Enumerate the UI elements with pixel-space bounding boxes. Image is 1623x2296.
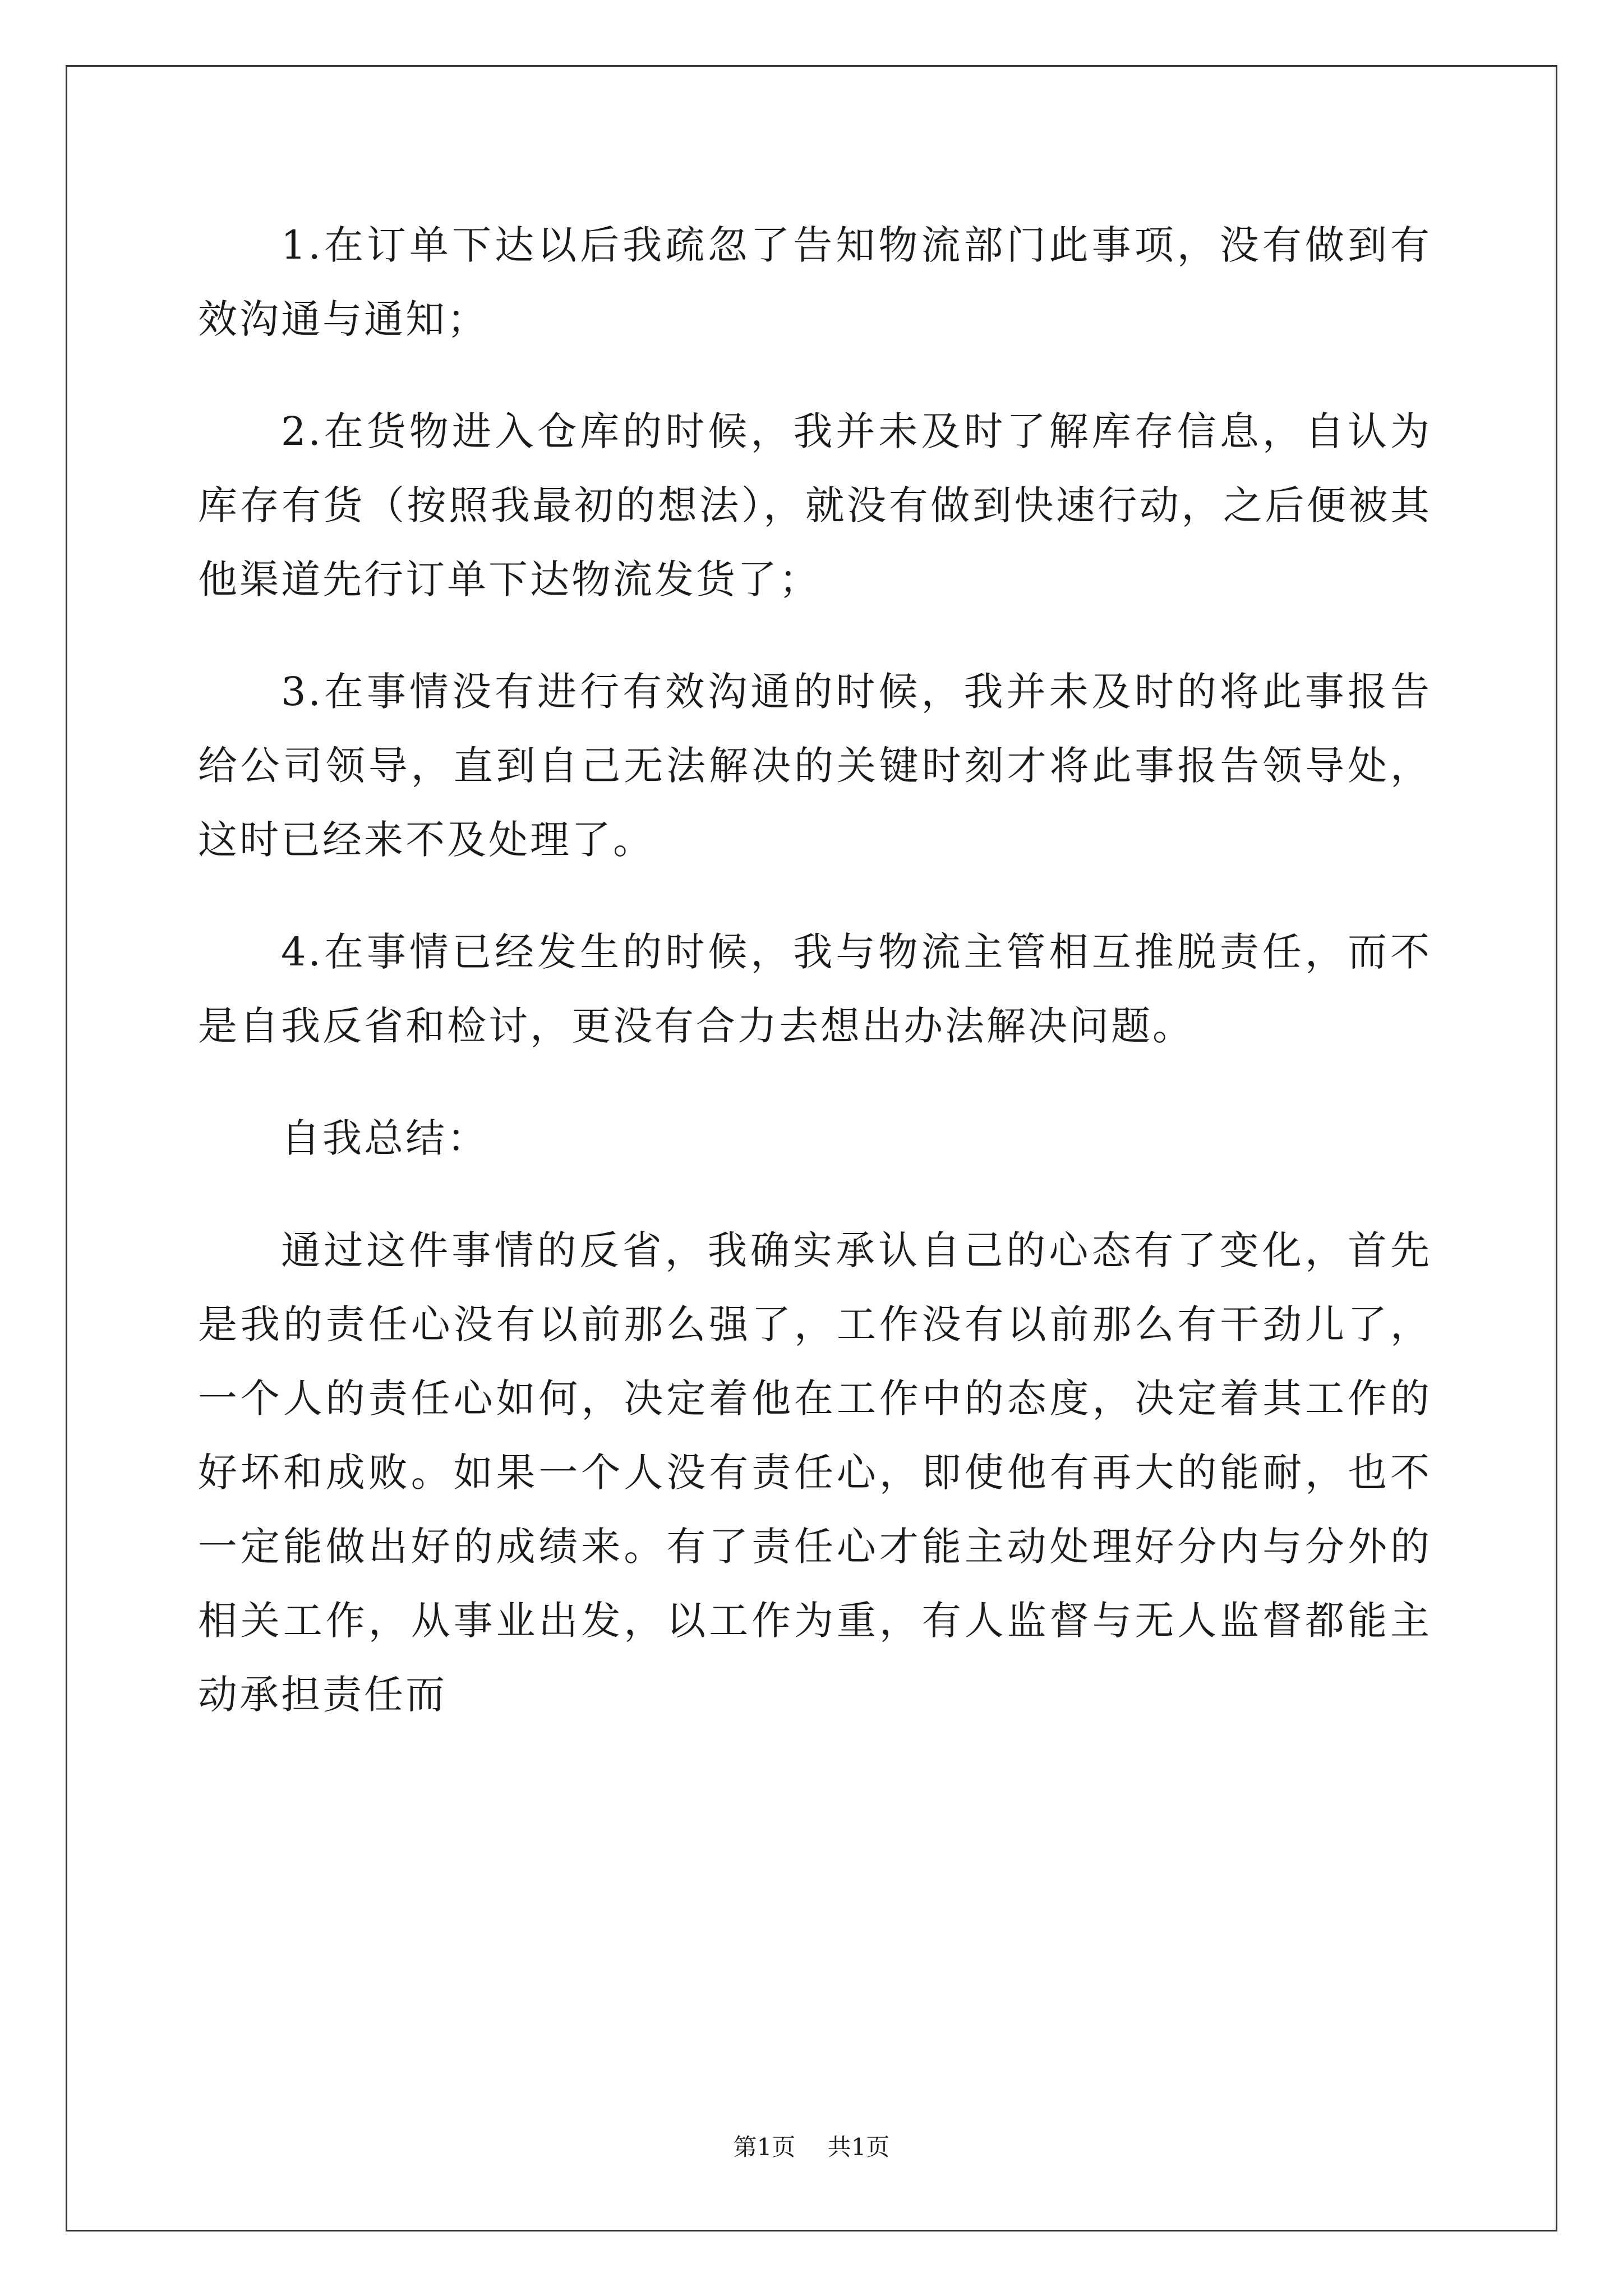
page-total: 共1页 xyxy=(827,2133,890,2161)
paragraph-3: 3.在事情没有进行有效沟通的时候，我并未及时的将此事报告给公司领导，直到自己无法解决的关键时刻才将此事报告领导处，这时已经来不及处理了。 xyxy=(198,669,1432,863)
paragraph-1: 1.在订单下达以后我疏忽了告知物流部门此事项，没有做到有效沟通与通知； xyxy=(198,222,1432,342)
page-footer xyxy=(0,2129,1623,2162)
paragraph-summary: 通过这件事情的反省，我确实承认自己的心态有了变化，首先是我的责任心没有以前那么强了，工作没有以前那么有干劲儿了，一个人的责任心如何，决定着他在工作中的态度，决定着其工作的好坏和成败。如果一个人没有责任心，即使他有再大的能耐，也不一定能做出好的成绩来。有了责任心才能主动处理好分内与分外的相关工作，从事业出发，以工作为重，有人监督与无人监督都能主动承担责任而 xyxy=(198,1227,1432,1718)
paragraph-4: 4.在事情已经发生的时候，我与物流主管相互推脱责任，而不是自我反省和检讨，更没有合力去想出办法解决问题。 xyxy=(198,929,1432,1049)
section-heading-self-summary: 自我总结： xyxy=(281,1115,488,1161)
page-number: 第1页 xyxy=(733,2133,796,2161)
paragraph-2: 2.在货物进入仓库的时候，我并未及时了解库存信息，自认为库存有货（按照我最初的想法），就没有做到快速行动，之后便被其他渠道先行订单下达物流发货了； xyxy=(198,408,1432,602)
document-body xyxy=(198,208,1432,1770)
